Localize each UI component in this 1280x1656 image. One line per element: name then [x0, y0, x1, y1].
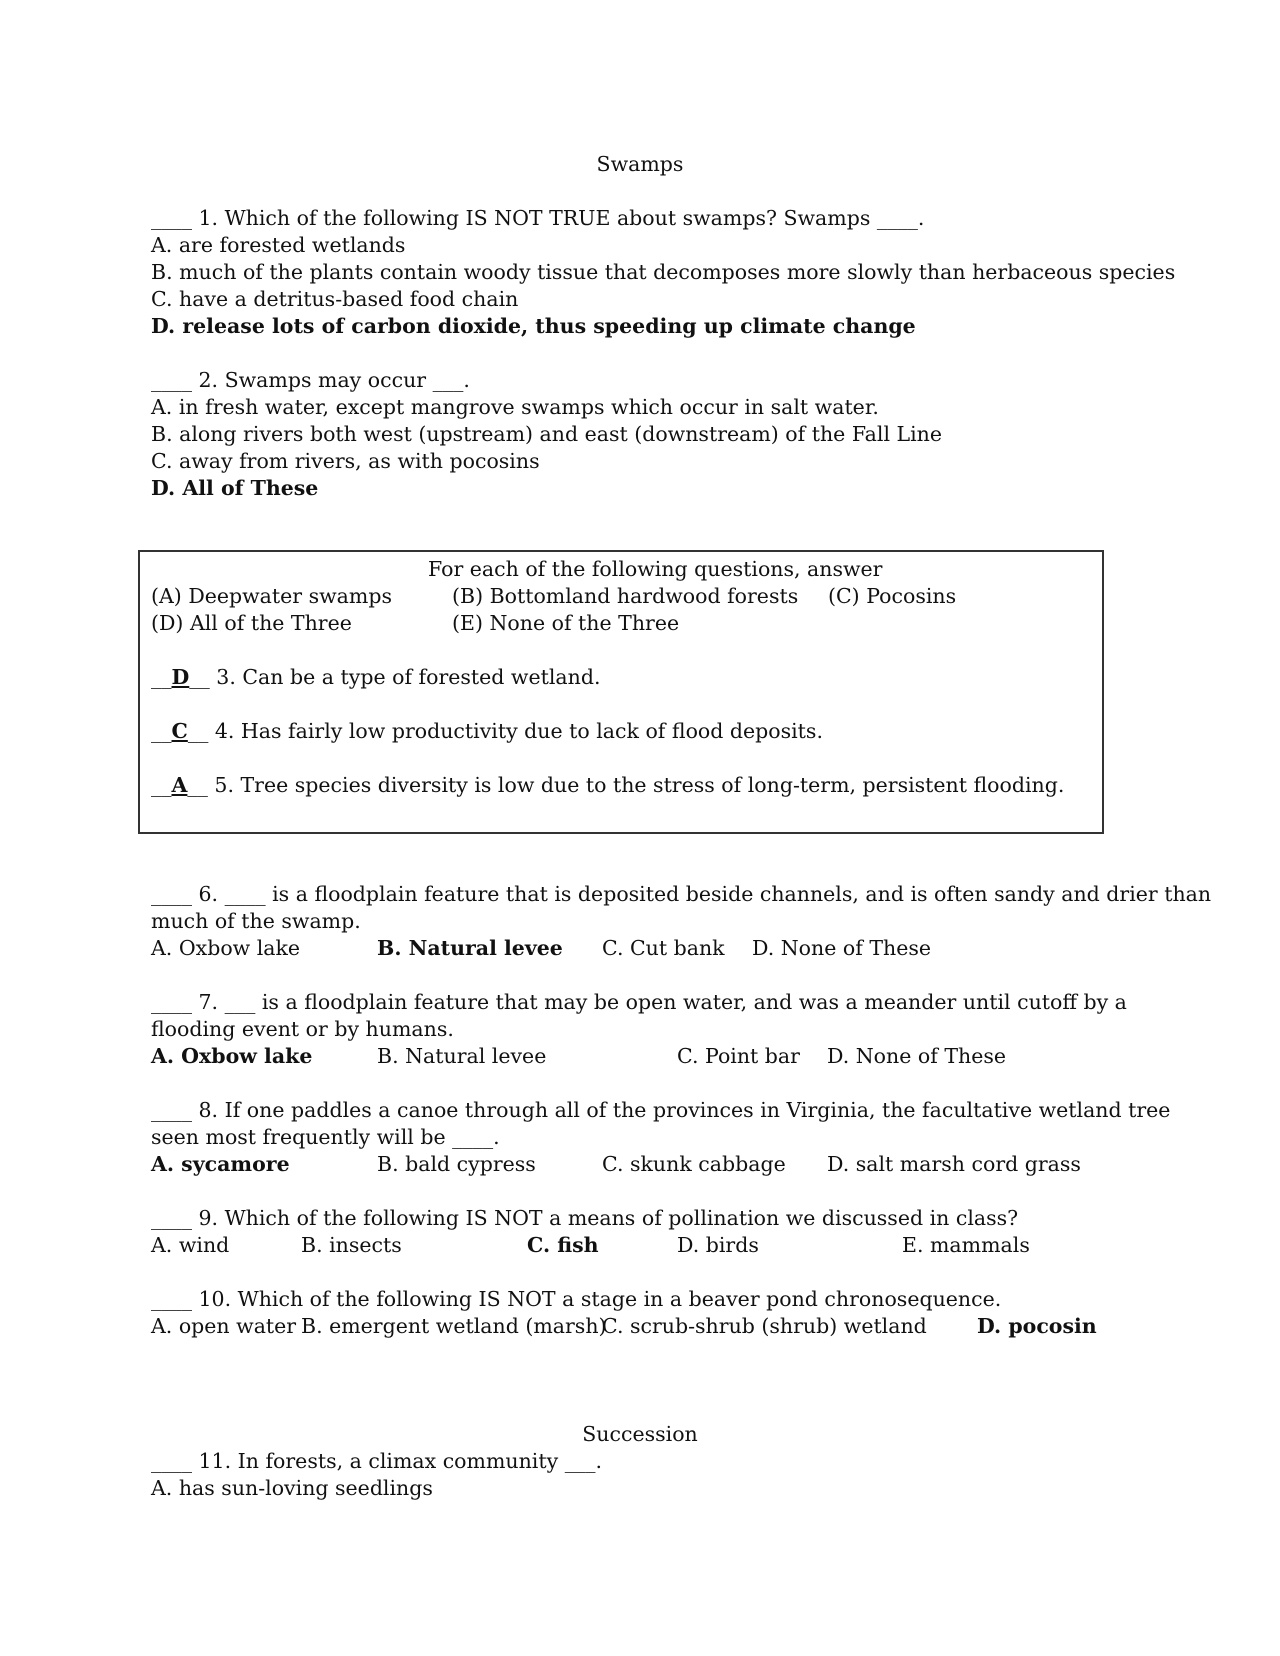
q10-option-a: A. open water	[151, 1314, 297, 1338]
q2-option-b: B. along rivers both west (upstream) and east (downstream) of the Fall Line	[151, 422, 943, 446]
q6-option-a: A. Oxbow lake	[151, 936, 301, 960]
q9-option-e: E. mammals	[902, 1233, 1030, 1257]
q1-option-d-answer: D. release lots of carbon dioxide, thus speeding up climate change	[151, 314, 916, 338]
matching-option-b: (B) Bottomland hardwood forests	[452, 584, 799, 608]
q6-option-b-answer: B. Natural levee	[377, 936, 563, 960]
q2-option-a: A. in fresh water, except mangrove swamps which occur in salt water.	[151, 395, 879, 419]
q8-option-a-answer: A. sycamore	[151, 1152, 290, 1176]
q8-stem-line2: seen most frequently will be ____.	[151, 1125, 500, 1149]
q10-option-c: C. scrub-shrub (shrub) wetland	[602, 1314, 927, 1338]
q4-line	[151, 718, 823, 745]
q11-stem: ____ 11. In forests, a climax community ___.	[151, 1449, 602, 1473]
q11-option-a: A. has sun-loving seedlings	[151, 1476, 433, 1500]
q5-line	[151, 772, 1064, 799]
q2-option-c: C. away from rivers, as with pocosins	[151, 449, 540, 473]
q7-option-a-answer: A. Oxbow lake	[151, 1044, 313, 1068]
q9-option-c-answer: C. fish	[527, 1233, 599, 1257]
q8-stem-line1: ____ 8. If one paddles a canoe through all of the provinces in Virginia, the facultative wetland tree	[151, 1098, 1171, 1122]
q3-blank-pre: __	[151, 665, 172, 689]
q6-stem-line2: much of the swamp.	[151, 909, 361, 933]
q8-option-c: C. skunk cabbage	[602, 1152, 786, 1176]
q5-answer: A	[171, 773, 188, 797]
q7-option-d: D. None of These	[827, 1044, 1006, 1068]
q10-option-b: B. emergent wetland (marsh)	[301, 1314, 607, 1338]
q9-option-d: D. birds	[677, 1233, 759, 1257]
q8-option-b: B. bald cypress	[377, 1152, 536, 1176]
matching-option-e: (E) None of the Three	[452, 611, 680, 635]
q8-option-d: D. salt marsh cord grass	[827, 1152, 1081, 1176]
q6-option-c: C. Cut bank	[602, 936, 725, 960]
q3-answer: D	[171, 665, 190, 689]
q6-option-d: D. None of These	[752, 936, 931, 960]
matching-option-c: (C) Pocosins	[828, 584, 957, 608]
q1-option-b: B. much of the plants contain woody tissue that decomposes more slowly than herbaceous species	[151, 260, 1176, 284]
q5-blank-pre: __	[151, 773, 172, 797]
q7-option-c: C. Point bar	[677, 1044, 800, 1068]
q4-answer: C	[171, 719, 188, 743]
section-title-swamps: Swamps	[596, 152, 684, 176]
q1-stem: ____ 1. Which of the following IS NOT TRUE about swamps? Swamps ____.	[151, 206, 925, 230]
q5-text: __ 5. Tree species diversity is low due to the stress of long-term, persistent flooding.	[187, 773, 1065, 797]
q4-blank-pre: __	[151, 719, 172, 743]
q1-option-a: A. are forested wetlands	[151, 233, 406, 257]
q9-option-b: B. insects	[301, 1233, 402, 1257]
q2-option-d-answer: D. All of These	[151, 476, 319, 500]
matching-header: For each of the following questions, answer	[428, 557, 883, 581]
section-title-succession: Succession	[582, 1422, 698, 1446]
q2-stem: ____ 2. Swamps may occur ___.	[151, 368, 470, 392]
q9-option-a: A. wind	[151, 1233, 230, 1257]
q7-option-b: B. Natural levee	[377, 1044, 547, 1068]
matching-option-a: (A) Deepwater swamps	[151, 584, 392, 608]
q1-option-c: C. have a detritus-based food chain	[151, 287, 519, 311]
q3-text: __ 3. Can be a type of forested wetland.	[189, 665, 601, 689]
q10-stem: ____ 10. Which of the following IS NOT a stage in a beaver pond chronosequence.	[151, 1287, 1002, 1311]
matching-option-d: (D) All of the Three	[151, 611, 352, 635]
q7-stem-line1: ____ 7. ___ is a floodplain feature that may be open water, and was a meander until cutoff by a	[151, 990, 1127, 1014]
q9-stem: ____ 9. Which of the following IS NOT a means of pollination we discussed in class?	[151, 1206, 1019, 1230]
q4-text: __ 4. Has fairly low productivity due to lack of flood deposits.	[187, 719, 823, 743]
q10-option-d-answer: D. pocosin	[977, 1314, 1097, 1338]
q7-stem-line2: flooding event or by humans.	[151, 1017, 454, 1041]
q6-stem-line1: ____ 6. ____ is a floodplain feature that is deposited beside channels, and is often sandy and drier than	[151, 882, 1212, 906]
q3-line	[151, 664, 600, 691]
